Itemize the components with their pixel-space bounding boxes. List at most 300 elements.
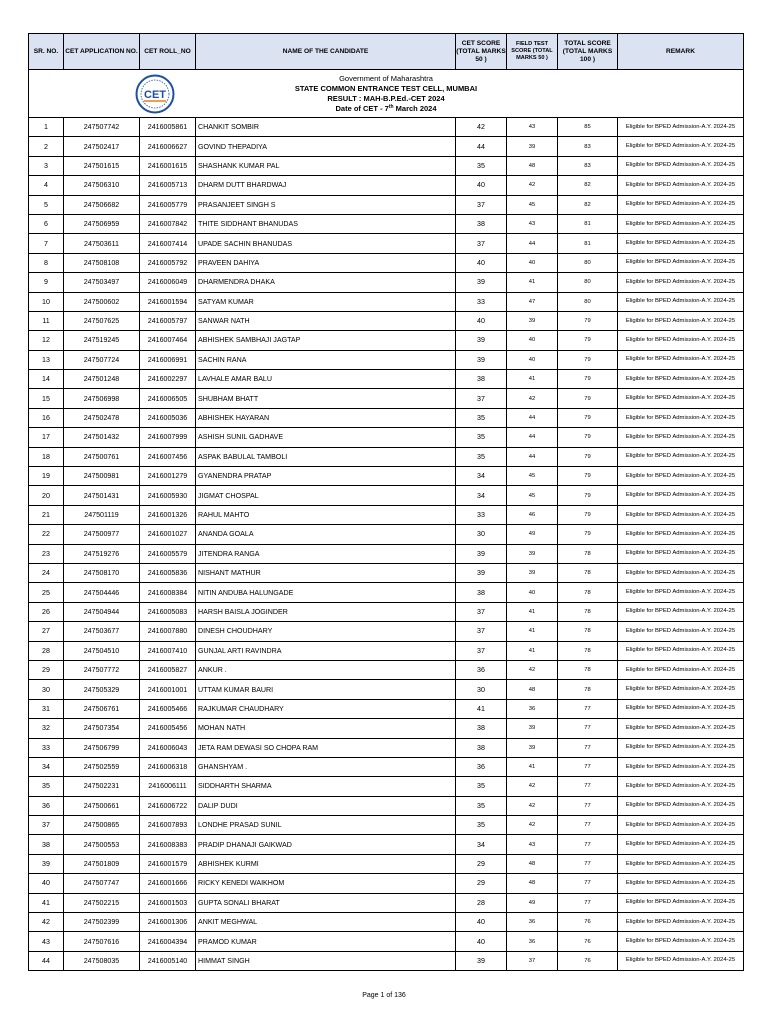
field-test-score-cell: 39: [507, 137, 558, 156]
application-no-cell: 247507742: [64, 118, 140, 137]
cet-score-cell: 30: [456, 680, 507, 699]
application-no-cell: 247500661: [64, 796, 140, 815]
roll-no-cell: 2416005792: [140, 253, 196, 272]
remark-cell: Eligible for BPED Admission-A.Y. 2024-25: [618, 467, 744, 486]
candidate-name-cell: ANKUR .: [196, 660, 456, 679]
sr-no-cell: 32: [29, 719, 64, 738]
application-no-cell: 247502399: [64, 913, 140, 932]
total-score-cell: 79: [558, 505, 618, 524]
candidate-name-cell: DHARMENDRA DHAKA: [196, 273, 456, 292]
cet-score-cell: 35: [456, 408, 507, 427]
candidate-name-cell: SANWAR NATH: [196, 311, 456, 330]
table-row: [29, 253, 744, 272]
remark-cell: Eligible for BPED Admission-A.Y. 2024-25: [618, 913, 744, 932]
candidate-name-cell: SACHIN RANA: [196, 350, 456, 369]
roll-no-cell: 2416008384: [140, 583, 196, 602]
field-test-score-cell: 36: [507, 699, 558, 718]
cet-score-cell: 29: [456, 874, 507, 893]
sr-no-cell: 43: [29, 932, 64, 951]
total-score-cell: 79: [558, 350, 618, 369]
field-test-score-cell: 42: [507, 660, 558, 679]
result-title: RESULT : MAH-B.P.Ed.-CET 2024: [327, 94, 445, 103]
svg-text:CET: CET: [144, 89, 166, 101]
total-score-cell: 77: [558, 816, 618, 835]
field-test-score-cell: 44: [507, 447, 558, 466]
candidate-name-cell: JITENDRA RANGA: [196, 544, 456, 563]
application-no-cell: 247501248: [64, 370, 140, 389]
total-score-cell: 76: [558, 932, 618, 951]
total-score-cell: 79: [558, 428, 618, 447]
result-page: [28, 33, 743, 971]
sr-no-cell: 2: [29, 137, 64, 156]
table-row: [29, 660, 744, 679]
application-no-cell: 247500553: [64, 835, 140, 854]
candidate-name-cell: RAHUL MAHTO: [196, 505, 456, 524]
cet-score-cell: 38: [456, 583, 507, 602]
candidate-name-cell: ABHISHEK HAYARAN: [196, 408, 456, 427]
col-field-test-score: FIELD TEST SCORE (TOTAL MARKS 50 ): [507, 34, 558, 70]
table-row: [29, 408, 744, 427]
total-score-cell: 77: [558, 893, 618, 912]
remark-cell: Eligible for BPED Admission-A.Y. 2024-25: [618, 719, 744, 738]
candidate-name-cell: ANANDA GOALA: [196, 525, 456, 544]
total-score-cell: 78: [558, 622, 618, 641]
field-test-score-cell: 39: [507, 544, 558, 563]
sr-no-cell: 21: [29, 505, 64, 524]
sr-no-cell: 24: [29, 563, 64, 582]
total-score-cell: 80: [558, 292, 618, 311]
roll-no-cell: 2416004394: [140, 932, 196, 951]
remark-cell: Eligible for BPED Admission-A.Y. 2024-25: [618, 350, 744, 369]
roll-no-cell: 2416007464: [140, 331, 196, 350]
sr-no-cell: 40: [29, 874, 64, 893]
remark-cell: Eligible for BPED Admission-A.Y. 2024-25: [618, 156, 744, 175]
table-row: [29, 428, 744, 447]
table-row: [29, 311, 744, 330]
candidate-name-cell: SHUBHAM BHATT: [196, 389, 456, 408]
cet-score-cell: 37: [456, 195, 507, 214]
total-score-cell: 82: [558, 176, 618, 195]
cet-score-cell: 39: [456, 331, 507, 350]
cet-score-cell: 37: [456, 622, 507, 641]
total-score-cell: 77: [558, 854, 618, 873]
remark-cell: Eligible for BPED Admission-A.Y. 2024-25: [618, 447, 744, 466]
roll-no-cell: 2416006043: [140, 738, 196, 757]
remark-cell: Eligible for BPED Admission-A.Y. 2024-25: [618, 544, 744, 563]
candidate-name-cell: SATYAM KUMAR: [196, 292, 456, 311]
remark-cell: Eligible for BPED Admission-A.Y. 2024-25: [618, 796, 744, 815]
candidate-name-cell: JETA RAM DEWASI SO CHOPA RAM: [196, 738, 456, 757]
field-test-score-cell: 41: [507, 641, 558, 660]
field-test-score-cell: 39: [507, 719, 558, 738]
field-test-score-cell: 39: [507, 738, 558, 757]
cell-title: STATE COMMON ENTRANCE TEST CELL, MUMBAI: [294, 83, 478, 93]
field-test-score-cell: 44: [507, 234, 558, 253]
table-row: [29, 913, 744, 932]
remark-cell: Eligible for BPED Admission-A.Y. 2024-25: [618, 370, 744, 389]
remark-cell: Eligible for BPED Admission-A.Y. 2024-25: [618, 253, 744, 272]
application-no-cell: 247502417: [64, 137, 140, 156]
total-score-cell: 79: [558, 331, 618, 350]
cet-score-cell: 39: [456, 544, 507, 563]
remark-cell: Eligible for BPED Admission-A.Y. 2024-25: [618, 525, 744, 544]
remark-cell: Eligible for BPED Admission-A.Y. 2024-25: [618, 563, 744, 582]
roll-no-cell: 2416005456: [140, 719, 196, 738]
sr-no-cell: 35: [29, 777, 64, 796]
application-no-cell: 247506998: [64, 389, 140, 408]
cet-score-cell: 35: [456, 447, 507, 466]
sr-no-cell: 31: [29, 699, 64, 718]
remark-cell: Eligible for BPED Admission-A.Y. 2024-25: [618, 738, 744, 757]
candidate-name-cell: GUPTA SONALI BHARAT: [196, 893, 456, 912]
candidate-name-cell: NITIN ANDUBA HALUNGADE: [196, 583, 456, 602]
sr-no-cell: 36: [29, 796, 64, 815]
candidate-name-cell: UPADE SACHIN BHANUDAS: [196, 234, 456, 253]
field-test-score-cell: 40: [507, 253, 558, 272]
remark-cell: Eligible for BPED Admission-A.Y. 2024-25: [618, 602, 744, 621]
remark-cell: Eligible for BPED Admission-A.Y. 2024-25: [618, 137, 744, 156]
cet-score-cell: 37: [456, 602, 507, 621]
candidate-name-cell: GUNJAL ARTI RAVINDRA: [196, 641, 456, 660]
roll-no-cell: 2416001326: [140, 505, 196, 524]
candidate-name-cell: DINESH CHOUDHARY: [196, 622, 456, 641]
total-score-cell: 77: [558, 835, 618, 854]
roll-no-cell: 2416005797: [140, 311, 196, 330]
cet-score-cell: 37: [456, 234, 507, 253]
application-no-cell: 247506799: [64, 738, 140, 757]
table-row: [29, 544, 744, 563]
total-score-cell: 79: [558, 486, 618, 505]
sr-no-cell: 22: [29, 525, 64, 544]
cet-score-cell: 40: [456, 176, 507, 195]
remark-cell: Eligible for BPED Admission-A.Y. 2024-25: [618, 176, 744, 195]
application-no-cell: 247519276: [64, 544, 140, 563]
application-no-cell: 247502215: [64, 893, 140, 912]
field-test-score-cell: 49: [507, 525, 558, 544]
sr-no-cell: 16: [29, 408, 64, 427]
cet-score-cell: 38: [456, 214, 507, 233]
sr-no-cell: 5: [29, 195, 64, 214]
remark-cell: Eligible for BPED Admission-A.Y. 2024-25: [618, 486, 744, 505]
roll-no-cell: 2416005930: [140, 486, 196, 505]
sr-no-cell: 20: [29, 486, 64, 505]
total-score-cell: 79: [558, 370, 618, 389]
cet-score-cell: 35: [456, 816, 507, 835]
roll-no-cell: 2416001503: [140, 893, 196, 912]
remark-cell: Eligible for BPED Admission-A.Y. 2024-25: [618, 583, 744, 602]
total-score-cell: 78: [558, 680, 618, 699]
sr-no-cell: 37: [29, 816, 64, 835]
remark-cell: Eligible for BPED Admission-A.Y. 2024-25: [618, 389, 744, 408]
candidate-name-cell: PRAVEEN DAHIYA: [196, 253, 456, 272]
candidate-name-cell: UTTAM KUMAR BAURI: [196, 680, 456, 699]
application-no-cell: 247503611: [64, 234, 140, 253]
cet-score-cell: 34: [456, 835, 507, 854]
field-test-score-cell: 43: [507, 835, 558, 854]
table-row: [29, 273, 744, 292]
candidate-name-cell: GYANENDRA PRATAP: [196, 467, 456, 486]
table-row: [29, 137, 744, 156]
column-header-row: [29, 34, 744, 70]
cet-score-cell: 29: [456, 854, 507, 873]
total-score-cell: 76: [558, 951, 618, 970]
table-row: [29, 893, 744, 912]
remark-cell: Eligible for BPED Admission-A.Y. 2024-25: [618, 214, 744, 233]
candidate-name-cell: CHANKIT SOMBIR: [196, 118, 456, 137]
field-test-score-cell: 49: [507, 893, 558, 912]
application-no-cell: 247506761: [64, 699, 140, 718]
roll-no-cell: 2416006505: [140, 389, 196, 408]
application-no-cell: 247500977: [64, 525, 140, 544]
sr-no-cell: 4: [29, 176, 64, 195]
roll-no-cell: 2416005779: [140, 195, 196, 214]
roll-no-cell: 2416007414: [140, 234, 196, 253]
total-score-cell: 81: [558, 234, 618, 253]
cet-score-cell: 33: [456, 505, 507, 524]
roll-no-cell: 2416006049: [140, 273, 196, 292]
roll-no-cell: 2416005579: [140, 544, 196, 563]
roll-no-cell: 2416001306: [140, 913, 196, 932]
col-cet-score: CET SCORE (TOTAL MARKS 50 ): [456, 34, 507, 70]
cet-score-cell: 35: [456, 777, 507, 796]
candidate-name-cell: MOHAN NATH: [196, 719, 456, 738]
remark-cell: Eligible for BPED Admission-A.Y. 2024-25: [618, 835, 744, 854]
total-score-cell: 85: [558, 118, 618, 137]
sr-no-cell: 30: [29, 680, 64, 699]
cet-score-cell: 44: [456, 137, 507, 156]
total-score-cell: 82: [558, 195, 618, 214]
sr-no-cell: 6: [29, 214, 64, 233]
field-test-score-cell: 40: [507, 331, 558, 350]
cet-score-cell: 28: [456, 893, 507, 912]
cet-score-cell: 38: [456, 370, 507, 389]
field-test-score-cell: 41: [507, 602, 558, 621]
table-row: [29, 854, 744, 873]
roll-no-cell: 2416001279: [140, 467, 196, 486]
total-score-cell: 77: [558, 719, 618, 738]
table-row: [29, 951, 744, 970]
remark-cell: Eligible for BPED Admission-A.Y. 2024-25: [618, 641, 744, 660]
table-row: [29, 757, 744, 776]
candidate-name-cell: GHANSHYAM .: [196, 757, 456, 776]
sr-no-cell: 28: [29, 641, 64, 660]
roll-no-cell: 2416001027: [140, 525, 196, 544]
remark-cell: Eligible for BPED Admission-A.Y. 2024-25: [618, 505, 744, 524]
application-no-cell: 247507625: [64, 311, 140, 330]
sr-no-cell: 1: [29, 118, 64, 137]
roll-no-cell: 2416001594: [140, 292, 196, 311]
table-row: [29, 622, 744, 641]
field-test-score-cell: 42: [507, 816, 558, 835]
table-row: [29, 525, 744, 544]
cet-score-cell: 37: [456, 389, 507, 408]
roll-no-cell: 2416005861: [140, 118, 196, 137]
field-test-score-cell: 37: [507, 951, 558, 970]
remark-cell: Eligible for BPED Admission-A.Y. 2024-25: [618, 777, 744, 796]
sr-no-cell: 7: [29, 234, 64, 253]
remark-cell: Eligible for BPED Admission-A.Y. 2024-25: [618, 331, 744, 350]
candidate-name-cell: ABHISHEK KURMI: [196, 854, 456, 873]
table-row: [29, 680, 744, 699]
application-no-cell: 247519245: [64, 331, 140, 350]
sr-no-cell: 29: [29, 660, 64, 679]
col-sr-no: SR. NO.: [29, 34, 64, 70]
total-score-cell: 79: [558, 389, 618, 408]
sr-no-cell: 42: [29, 913, 64, 932]
sr-no-cell: 34: [29, 757, 64, 776]
field-test-score-cell: 47: [507, 292, 558, 311]
candidate-name-cell: PRADIP DHANAJI GAIKWAD: [196, 835, 456, 854]
cet-cell-logo-icon: [135, 74, 175, 114]
roll-no-cell: 2416007456: [140, 447, 196, 466]
table-row: [29, 796, 744, 815]
application-no-cell: 247507354: [64, 719, 140, 738]
sr-no-cell: 8: [29, 253, 64, 272]
application-no-cell: 247501431: [64, 486, 140, 505]
remark-cell: Eligible for BPED Admission-A.Y. 2024-25: [618, 273, 744, 292]
field-test-score-cell: 41: [507, 757, 558, 776]
total-score-cell: 77: [558, 757, 618, 776]
table-row: [29, 486, 744, 505]
roll-no-cell: 2416001001: [140, 680, 196, 699]
field-test-score-cell: 41: [507, 273, 558, 292]
roll-no-cell: 2416005713: [140, 176, 196, 195]
table-row: [29, 350, 744, 369]
total-score-cell: 77: [558, 874, 618, 893]
table-row: [29, 118, 744, 137]
candidate-name-cell: PRAMOD KUMAR: [196, 932, 456, 951]
candidate-name-cell: PRASANJEET SINGH S: [196, 195, 456, 214]
roll-no-cell: 2416005466: [140, 699, 196, 718]
col-application-no: CET APPLICATION NO.: [64, 34, 140, 70]
cet-score-cell: 40: [456, 932, 507, 951]
field-test-score-cell: 48: [507, 680, 558, 699]
sr-no-cell: 38: [29, 835, 64, 854]
remark-cell: Eligible for BPED Admission-A.Y. 2024-25: [618, 292, 744, 311]
candidate-name-cell: HARSH BAISLA JOGINDER: [196, 602, 456, 621]
remark-cell: Eligible for BPED Admission-A.Y. 2024-25: [618, 874, 744, 893]
government-title: Government of Maharashtra: [339, 73, 433, 83]
table-row: [29, 234, 744, 253]
roll-no-cell: 2416006627: [140, 137, 196, 156]
total-score-cell: 79: [558, 447, 618, 466]
application-no-cell: 247503497: [64, 273, 140, 292]
roll-no-cell: 2416008383: [140, 835, 196, 854]
total-score-cell: 83: [558, 156, 618, 175]
application-no-cell: 247500981: [64, 467, 140, 486]
cet-score-cell: 39: [456, 563, 507, 582]
field-test-score-cell: 41: [507, 622, 558, 641]
field-test-score-cell: 44: [507, 408, 558, 427]
table-row: [29, 602, 744, 621]
result-table: [28, 33, 744, 971]
application-no-cell: 247504446: [64, 583, 140, 602]
cet-date: Date of CET - 7th March 2024: [335, 104, 437, 114]
field-test-score-cell: 45: [507, 467, 558, 486]
cet-score-cell: 42: [456, 118, 507, 137]
document-header: [29, 70, 744, 118]
table-row: [29, 292, 744, 311]
sr-no-cell: 41: [29, 893, 64, 912]
candidate-name-cell: NISHANT MATHUR: [196, 563, 456, 582]
table-row: [29, 932, 744, 951]
application-no-cell: 247501809: [64, 854, 140, 873]
sr-no-cell: 17: [29, 428, 64, 447]
col-candidate-name: NAME OF THE CANDIDATE: [196, 34, 456, 70]
table-row: [29, 583, 744, 602]
field-test-score-cell: 43: [507, 214, 558, 233]
table-row: [29, 447, 744, 466]
field-test-score-cell: 48: [507, 854, 558, 873]
table-row: [29, 389, 744, 408]
sr-no-cell: 39: [29, 854, 64, 873]
col-total-score: TOTAL SCORE (TOTAL MARKS 100 ): [558, 34, 618, 70]
roll-no-cell: 2416001579: [140, 854, 196, 873]
roll-no-cell: 2416006991: [140, 350, 196, 369]
table-row: [29, 738, 744, 757]
cet-score-cell: 40: [456, 311, 507, 330]
cet-score-cell: 39: [456, 350, 507, 369]
field-test-score-cell: 42: [507, 777, 558, 796]
total-score-cell: 77: [558, 777, 618, 796]
remark-cell: Eligible for BPED Admission-A.Y. 2024-25: [618, 311, 744, 330]
remark-cell: Eligible for BPED Admission-A.Y. 2024-25: [618, 118, 744, 137]
application-no-cell: 247508035: [64, 951, 140, 970]
sr-no-cell: 11: [29, 311, 64, 330]
field-test-score-cell: 42: [507, 176, 558, 195]
application-no-cell: 247502559: [64, 757, 140, 776]
cet-score-cell: 34: [456, 467, 507, 486]
roll-no-cell: 2416002297: [140, 370, 196, 389]
sr-no-cell: 10: [29, 292, 64, 311]
field-test-score-cell: 41: [507, 370, 558, 389]
total-score-cell: 77: [558, 699, 618, 718]
application-no-cell: 247508108: [64, 253, 140, 272]
field-test-score-cell: 48: [507, 156, 558, 175]
cet-score-cell: 30: [456, 525, 507, 544]
roll-no-cell: 2416001666: [140, 874, 196, 893]
sr-no-cell: 33: [29, 738, 64, 757]
table-row: [29, 505, 744, 524]
cet-score-cell: 40: [456, 913, 507, 932]
roll-no-cell: 2416005140: [140, 951, 196, 970]
table-row: [29, 641, 744, 660]
table-row: [29, 195, 744, 214]
application-no-cell: 247500865: [64, 816, 140, 835]
total-score-cell: 78: [558, 544, 618, 563]
roll-no-cell: 2416007999: [140, 428, 196, 447]
roll-no-cell: 2416007410: [140, 641, 196, 660]
table-row: [29, 467, 744, 486]
application-no-cell: 247507747: [64, 874, 140, 893]
total-score-cell: 76: [558, 913, 618, 932]
sr-no-cell: 25: [29, 583, 64, 602]
remark-cell: Eligible for BPED Admission-A.Y. 2024-25: [618, 428, 744, 447]
remark-cell: Eligible for BPED Admission-A.Y. 2024-25: [618, 951, 744, 970]
application-no-cell: 247502231: [64, 777, 140, 796]
candidate-name-cell: JIGMAT CHOSPAL: [196, 486, 456, 505]
cet-score-cell: 36: [456, 660, 507, 679]
table-row: [29, 777, 744, 796]
application-no-cell: 247507772: [64, 660, 140, 679]
sr-no-cell: 19: [29, 467, 64, 486]
total-score-cell: 77: [558, 796, 618, 815]
total-score-cell: 79: [558, 467, 618, 486]
field-test-score-cell: 44: [507, 428, 558, 447]
cet-score-cell: 34: [456, 486, 507, 505]
candidate-name-cell: HIMMAT SINGH: [196, 951, 456, 970]
roll-no-cell: 2416005836: [140, 563, 196, 582]
